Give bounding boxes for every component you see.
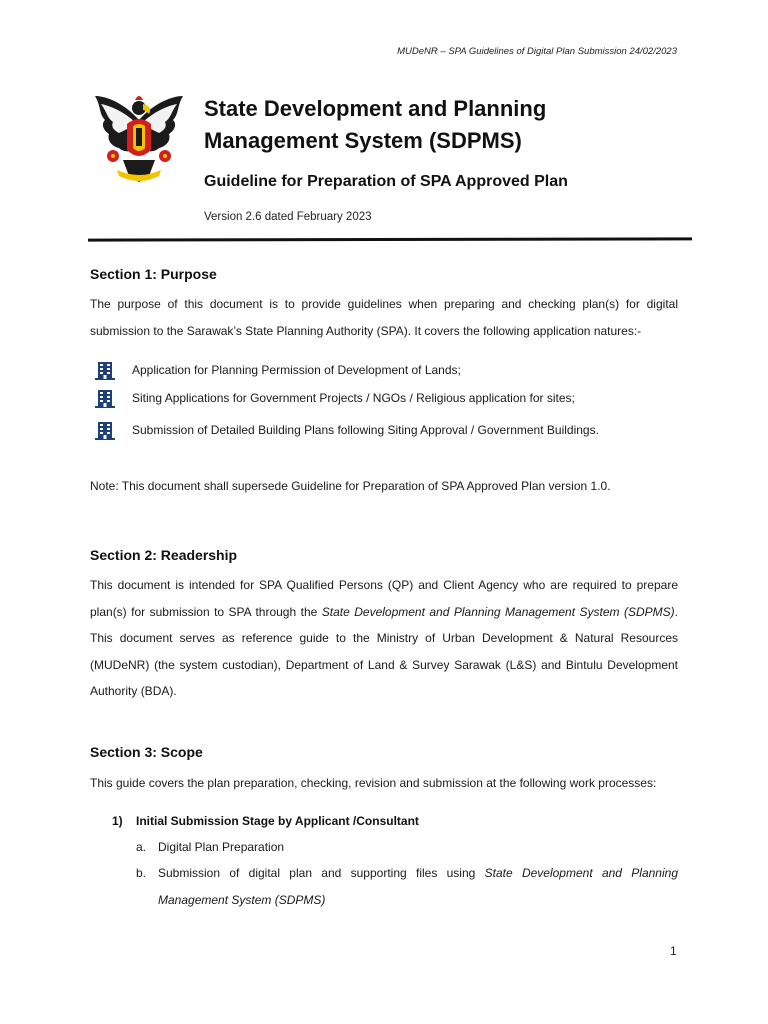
bullet-text: Application for Planning Permission of Development of Lands;	[132, 363, 461, 377]
numbered-item: 1) Initial Submission Stage by Applicant /Consultant	[112, 814, 419, 828]
section-3-paragraph: This guide covers the plan preparation, checking, revision and submission at the following work processes:	[90, 776, 657, 790]
list-item	[94, 420, 599, 440]
list-item	[94, 360, 461, 380]
running-header: MUDeNR – SPA Guidelines of Digital Plan Submission 24/02/2023	[397, 46, 677, 57]
sarawak-crest-icon	[93, 90, 185, 188]
list-item	[94, 388, 575, 408]
page-number: 1	[670, 944, 677, 958]
sub-item-b: b. Submission of digital plan and supporting files using State Development and Planning Management System (SDPMS)	[136, 866, 678, 907]
system-name: State Development and Planning Management System (SDPMS)	[321, 604, 675, 619]
title-divider	[88, 237, 692, 241]
section-1-paragraph: The purpose of this document is to provide guidelines when preparing and checking plan(s) for digital submission to the Sarawak’s State Planning Authority (SPA). It covers the following application natures:-	[90, 297, 678, 338]
building-icon	[94, 420, 116, 440]
section-2-paragraph: This document is intended for SPA Qualified Persons (QP) and Client Agency who are required to prepare plan(s) for submission to SPA through the State Development and Planning Management System (SDPMS). This document serves as reference guide to the Ministry of Urban Development & Natural Resources (MUDeNR) (the system custodian), Department of Land & Survey Sarawak (L&S) and Bintulu Development Authority (BDA).	[90, 578, 678, 698]
bullet-text: Submission of Detailed Building Plans following Siting Approval / Government Buildings.	[132, 423, 599, 437]
building-icon	[94, 360, 116, 380]
version-info: Version 2.6 dated February 2023	[204, 211, 372, 223]
title-line-1: State Development and Planning	[204, 96, 547, 121]
section-3-heading: Section 3: Scope	[90, 744, 203, 760]
section-1-heading: Section 1: Purpose	[90, 266, 217, 282]
document-title	[204, 93, 684, 157]
document-subtitle: Guideline for Preparation of SPA Approved Plan	[204, 173, 568, 190]
building-icon	[94, 388, 116, 408]
title-line-2: Management System (SDPMS)	[204, 128, 522, 153]
note-text: Note: This document shall supersede Guideline for Preparation of SPA Approved Plan version 1.0.	[90, 479, 611, 493]
bullet-text: Siting Applications for Government Projects / NGOs / Religious application for sites;	[132, 391, 575, 405]
section-2-heading: Section 2: Readership	[90, 547, 238, 563]
sub-item-a: a. Digital Plan Preparation	[136, 840, 285, 854]
title-block	[204, 93, 684, 223]
